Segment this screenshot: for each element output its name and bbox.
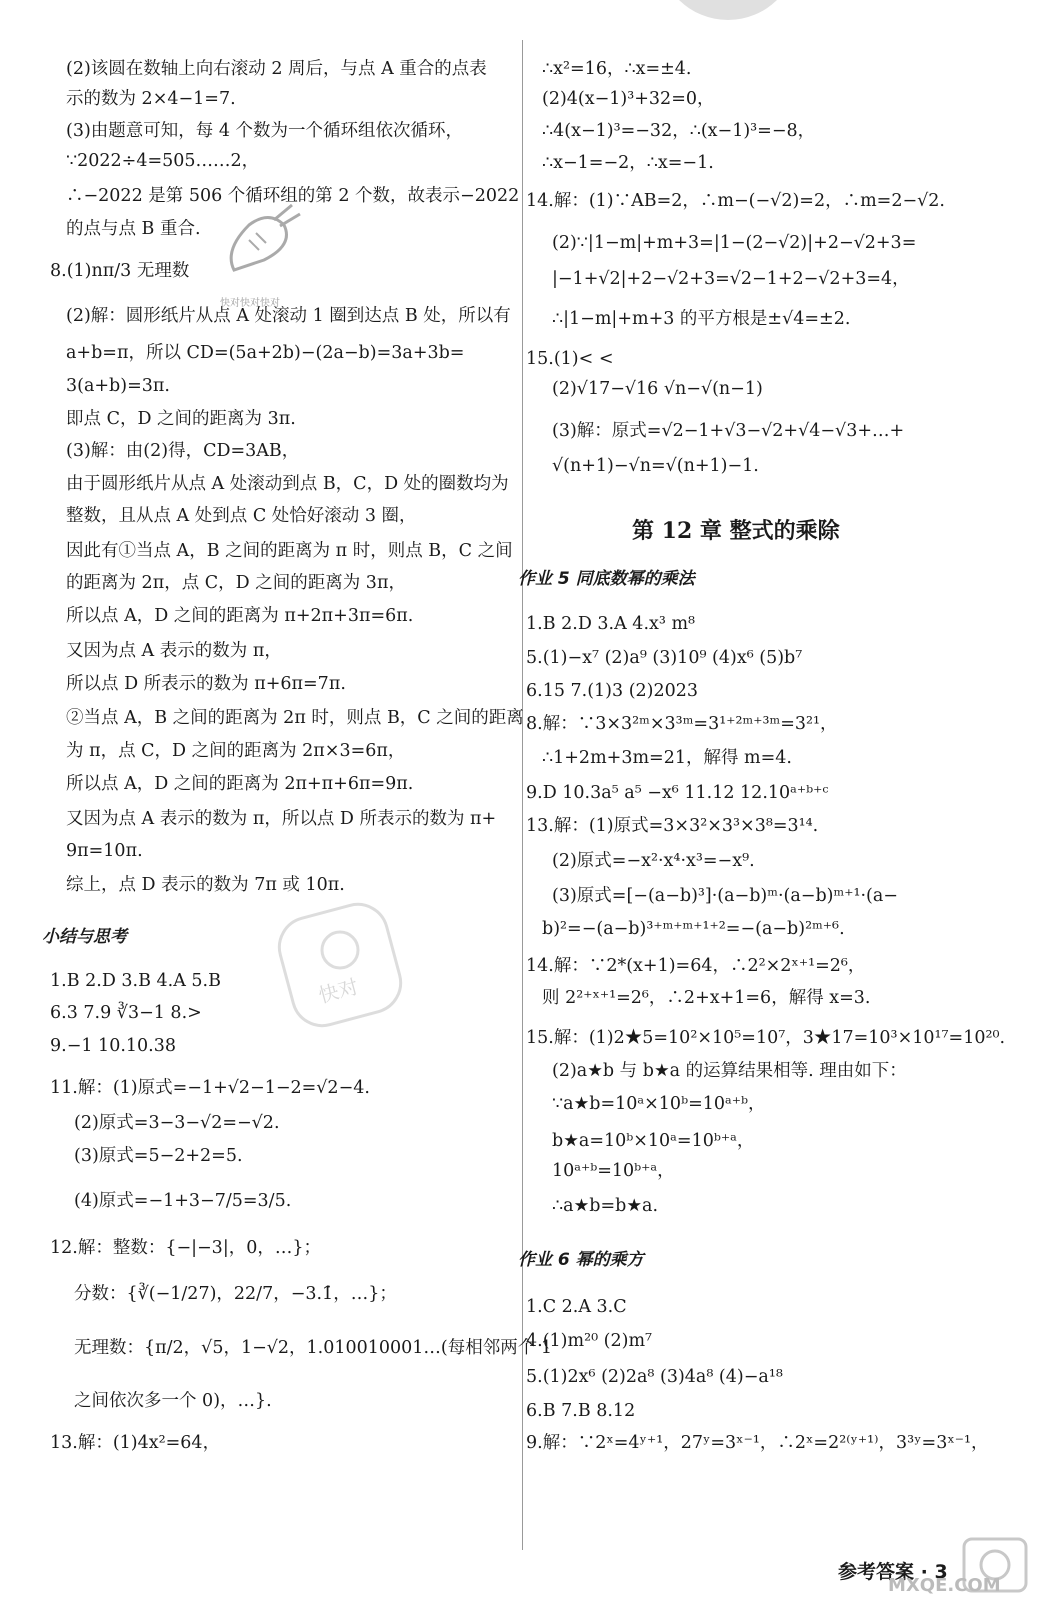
right_column-line: 8.解：∵3×3²ᵐ×3³ᵐ=3¹⁺²ᵐ⁺³ᵐ=3²¹， (526, 714, 838, 734)
right_column-line: 15.解：(1)2★5=10²×10⁵=10⁷，3★17=10³×10¹⁷=10²⁰. (526, 1028, 1006, 1048)
right_column-line: 14.解：∵2*(x+1)=64，∴2²×2ˣ⁺¹=2⁶， (526, 956, 866, 976)
right_column-line: (2)原式=−x²·x⁴·x³=−x⁹. (552, 851, 755, 871)
left_column-line: (3)原式=5−2+2=5. (74, 1146, 243, 1166)
right_column-line: ∴|1−m|+m+3 的平方根是±√4=±2. (552, 309, 851, 329)
left_column-line: 6.3 7.9 ∛3−1 8.> (50, 1003, 202, 1023)
right_column-line: ∴a★b=b★a. (552, 1196, 659, 1216)
column-divider (522, 40, 523, 1550)
right_column-line: √(n+1)−√n=√(n+1)−1. (552, 456, 759, 476)
left_column-line: ∵2022÷4=505……2， (66, 151, 260, 171)
right_column-line: 1.B 2.D 3.A 4.x³ m⁸ (526, 614, 696, 634)
left_column-line: 的点与点 B 重合. (66, 219, 201, 239)
left_column-line: 所以点 D 所表示的数为 π+6π=7π. (66, 674, 346, 694)
left_column-line: 综上，点 D 表示的数为 7π 或 10π. (66, 875, 345, 895)
carrot-watermark-icon (214, 200, 304, 290)
right_column-line: |−1+√2|+2−√2+3=√2−1+2−√2+3=4， (552, 269, 910, 289)
right_column-line: 9.解：∵2ˣ=4ʸ⁺¹，27ʸ=3ˣ⁻¹，∴2ˣ=2²⁽ʸ⁺¹⁾，3³ʸ=3ˣ⁻¹， (526, 1433, 989, 1453)
left_column-line: (2)该圆在数轴上向右滚动 2 周后，与点 A 重合的点表 (66, 59, 487, 79)
right_column-line: 13.解：(1)原式=3×3²×3³×3⁸=3¹⁴. (526, 816, 819, 836)
right_column-line: 9.D 10.3a⁵ a⁵ −x⁶ 11.12 12.10ᵃ⁺ᵇ⁺ᶜ (526, 783, 829, 803)
left_column-line: (3)由题意可知，每 4 个数为一个循环组依次循环， (66, 121, 464, 141)
left_column-line: (3)解：由(2)得，CD=3AB， (66, 441, 300, 461)
page-footer: 参考答案 · 3 (838, 1561, 948, 1583)
left_column-line: 为 π，点 C，D 之间的距离为 2π×3=6π， (66, 741, 406, 761)
right_column-line: 6.15 7.(1)3 (2)2023 (526, 681, 699, 701)
left_column-line: 又因为点 A 表示的数为 π，所以点 D 所表示的数为 π+ (66, 809, 497, 829)
left_column-line: 分数：{∛(−1/27)，22/7，−3.1̇，…}； (74, 1284, 397, 1304)
carrot-watermark-caption: 快对快对快对 (220, 298, 280, 309)
left_column-line: 即点 C，D 之间的距离为 3π. (66, 409, 296, 429)
right_column-line: (2)a★b 与 b★a 的运算结果相等. 理由如下： (552, 1061, 907, 1081)
left_column-line: 的距离为 2π，点 C，D 之间的距离为 3π， (66, 573, 406, 593)
section-heading-summary: 小结与思考 (42, 927, 127, 947)
left_column-line: 12.解：整数：{−|−3|，0，…}； (50, 1238, 321, 1258)
right_column-line: (2)√17−√16 √n−√(n−1) (552, 379, 763, 399)
left_column-line: 3(a+b)=3π. (66, 376, 170, 396)
right_column-line: (2)4(x−1)³+32=0， (542, 89, 715, 109)
right_column-line: 10ᵃ⁺ᵇ=10ᵇ⁺ᵃ， (552, 1161, 675, 1181)
section-heading-homework-5: 作业 5 同底数幂的乘法 (518, 569, 695, 589)
left_column-line: 又因为点 A 表示的数为 π， (66, 641, 282, 661)
left_column-line: 由于圆形纸片从点 A 处滚动到点 B，C，D 处的圈数均为 (66, 474, 509, 494)
left_column-line: 整数，且从点 A 处到点 C 处恰好滚动 3 圈， (66, 506, 417, 526)
left_column-line: 11.解：(1)原式=−1+√2−1−2=√2−4. (50, 1078, 370, 1098)
left_column-line: 之间依次多一个 0)，…}. (74, 1391, 272, 1411)
left_column-line: 所以点 A，D 之间的距离为 2π+π+6π=9π. (66, 774, 414, 794)
left_column-line: ②当点 A，B 之间的距离为 2π 时，则点 B，C 之间的距离 (66, 708, 524, 728)
right_column-line: b)²=−(a−b)³⁺ᵐ⁺ᵐ⁺¹⁺²=−(a−b)²ᵐ⁺⁶. (542, 919, 845, 939)
right_column-line: 则 2²⁺ˣ⁺¹=2⁶，∴2+x+1=6，解得 x=3. (542, 988, 871, 1008)
right_column-line: 14.解：(1)∵AB=2，∴m−(−√2)=2，∴m=2−√2. (526, 191, 945, 211)
badge-watermark-text: 快对 (315, 974, 361, 1008)
left_column-line: (4)原式=−1+3−7/5=3/5. (74, 1191, 292, 1211)
right_column-line: 6.B 7.B 8.12 (526, 1401, 636, 1421)
left_column-line: 无理数：{π/2，√5，1−√2，1.010010001…(每相邻两个 1 (74, 1338, 552, 1358)
section-heading-homework-6: 作业 6 幂的乘方 (518, 1250, 644, 1270)
left_column-line: (2)原式=3−3−√2=−√2. (74, 1113, 280, 1133)
site-watermark: MXQE.COM (888, 1575, 1001, 1596)
left_column-line: a+b=π，所以 CD=(5a+2b)−(2a−b)=3a+3b= (66, 343, 465, 363)
right_column-line: (3)解：原式=√2−1+√3−√2+√4−√3+…+ (552, 421, 905, 441)
left_column-line: 1.B 2.D 3.B 4.A 5.B (50, 971, 221, 991)
left_column-line: ∴−2022 是第 506 个循环组的第 2 个数，故表示−2022 (66, 186, 520, 206)
left_column-line: 9.−1 10.10.38 (50, 1036, 176, 1056)
right_column-line: b★a=10ᵇ×10ᵃ=10ᵇ⁺ᵃ， (552, 1131, 755, 1151)
right_column-line: (2)∵|1−m|+m+3=|1−(2−√2)|+2−√2+3= (552, 233, 917, 253)
right_column-line: 15.(1)< < (526, 349, 614, 369)
badge-watermark-icon (265, 890, 415, 1040)
right_column-line: ∵a★b=10ᵃ×10ᵇ=10ᵃ⁺ᵇ， (552, 1094, 766, 1114)
left_column-line: 因此有①当点 A，B 之间的距离为 π 时，则点 B，C 之间 (66, 541, 513, 561)
left_column-line: 8.(1)nπ/3 无理数 (50, 261, 190, 281)
right_column-line: 4.(1)m²⁰ (2)m⁷ (526, 1331, 653, 1351)
left_column-line: (2)解：圆形纸片从点 A 处滚动 1 圈到达点 B 处，所以有 (66, 306, 511, 326)
right_column-line: 1.C 2.A 3.C (526, 1297, 627, 1317)
right_column-line: (3)原式=[−(a−b)³]·(a−b)ᵐ·(a−b)ᵐ⁺¹·(a− (552, 886, 898, 906)
left_column-line: 示的数为 2×4−1=7. (66, 89, 236, 109)
right_column-line: 5.(1)−x⁷ (2)a⁹ (3)10⁹ (4)x⁶ (5)b⁷ (526, 648, 803, 668)
right_column-line: ∴x−1=−2，∴x=−1. (542, 153, 714, 173)
left_column-line: 9π=10π. (66, 841, 143, 861)
right_column-line: ∴x²=16，∴x=±4. (542, 59, 692, 79)
chapter-title: 第 12 章 整式的乘除 (632, 518, 840, 544)
left_column-line: 所以点 A，D 之间的距离为 π+2π+3π=6π. (66, 606, 414, 626)
top-decoration (658, 0, 798, 20)
left_column-line: 13.解：(1)4x²=64， (50, 1433, 221, 1453)
right_column-line: ∴4(x−1)³=−32，∴(x−1)³=−8， (542, 121, 816, 141)
right_column-line: 5.(1)2x⁶ (2)2a⁸ (3)4a⁸ (4)−a¹⁸ (526, 1367, 783, 1387)
right_column-line: ∴1+2m+3m=21，解得 m=4. (542, 748, 792, 768)
